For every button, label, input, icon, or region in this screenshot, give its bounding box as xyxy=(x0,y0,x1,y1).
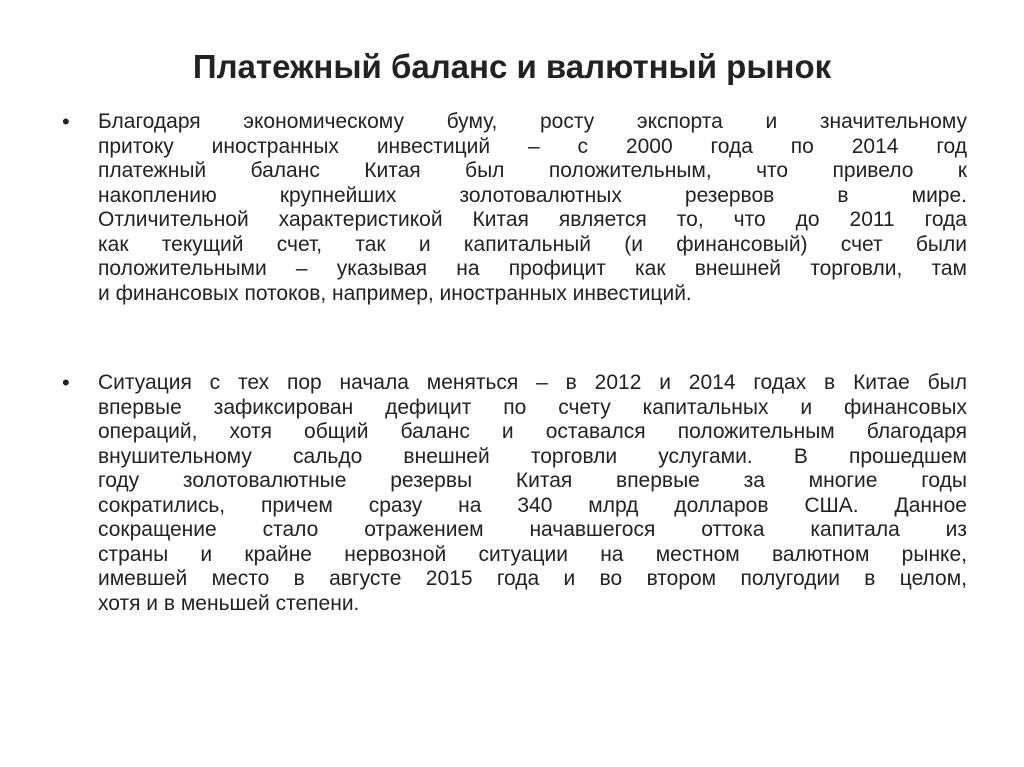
text-line: накоплению крупнейших золотовалютных резервов в мире. xyxy=(98,183,967,207)
text-line: платежный баланс Китая был положительным, что привело к xyxy=(98,159,967,182)
text-line: имевшей место в августе 2015 года и во втором полугодии в целом, xyxy=(98,567,967,590)
text-line: страны и крайне нервозной ситуации на местном валютном рынке, xyxy=(98,542,967,566)
text-line: впервые зафиксирован дефицит по счету капитальных и финансовых xyxy=(98,395,967,419)
text-line: операций, хотя общий баланс и оставался положительным благодаря xyxy=(98,420,967,443)
slide-title: Платежный баланс и валютный рынок xyxy=(192,48,832,85)
text-line: Ситуация с тех пор начала меняться – в 2012 и 2014 годах в Китае был xyxy=(98,371,967,394)
text-line: сокращение стало отражением начавшегося оттока капитала из xyxy=(98,518,967,541)
text-line: Благодаря экономическому буму, росту экспорта и значительному xyxy=(98,110,967,133)
bullet-icon: • xyxy=(62,109,70,134)
text-line: положительными – указывая на профицит как внешней торговли, там xyxy=(98,257,967,280)
text-line: хотя и в меньшей степени. xyxy=(98,591,360,615)
text-line: году золотовалютные резервы Китая впервые за многие годы xyxy=(98,469,967,492)
text-line: внушительному сальдо внешней торговли услугами. В прошедшем xyxy=(98,444,967,468)
text-line: как текущий счет, так и капитальный (и финансовый) счет были xyxy=(98,232,967,256)
paragraph-text xyxy=(98,371,967,616)
text-line: Отличительной характеристикой Китая является то, что до 2011 года xyxy=(98,208,967,231)
bullet-icon: • xyxy=(62,370,70,395)
text-line: и финансовых потоков, например, иностранных инвестиций. xyxy=(98,281,692,305)
paragraph-text xyxy=(98,110,967,306)
text-line: сократились, причем сразу на 340 млрд долларов США. Данное xyxy=(98,493,967,517)
text-line: притоку иностранных инвестиций – с 2000 года по 2014 год xyxy=(98,134,967,158)
